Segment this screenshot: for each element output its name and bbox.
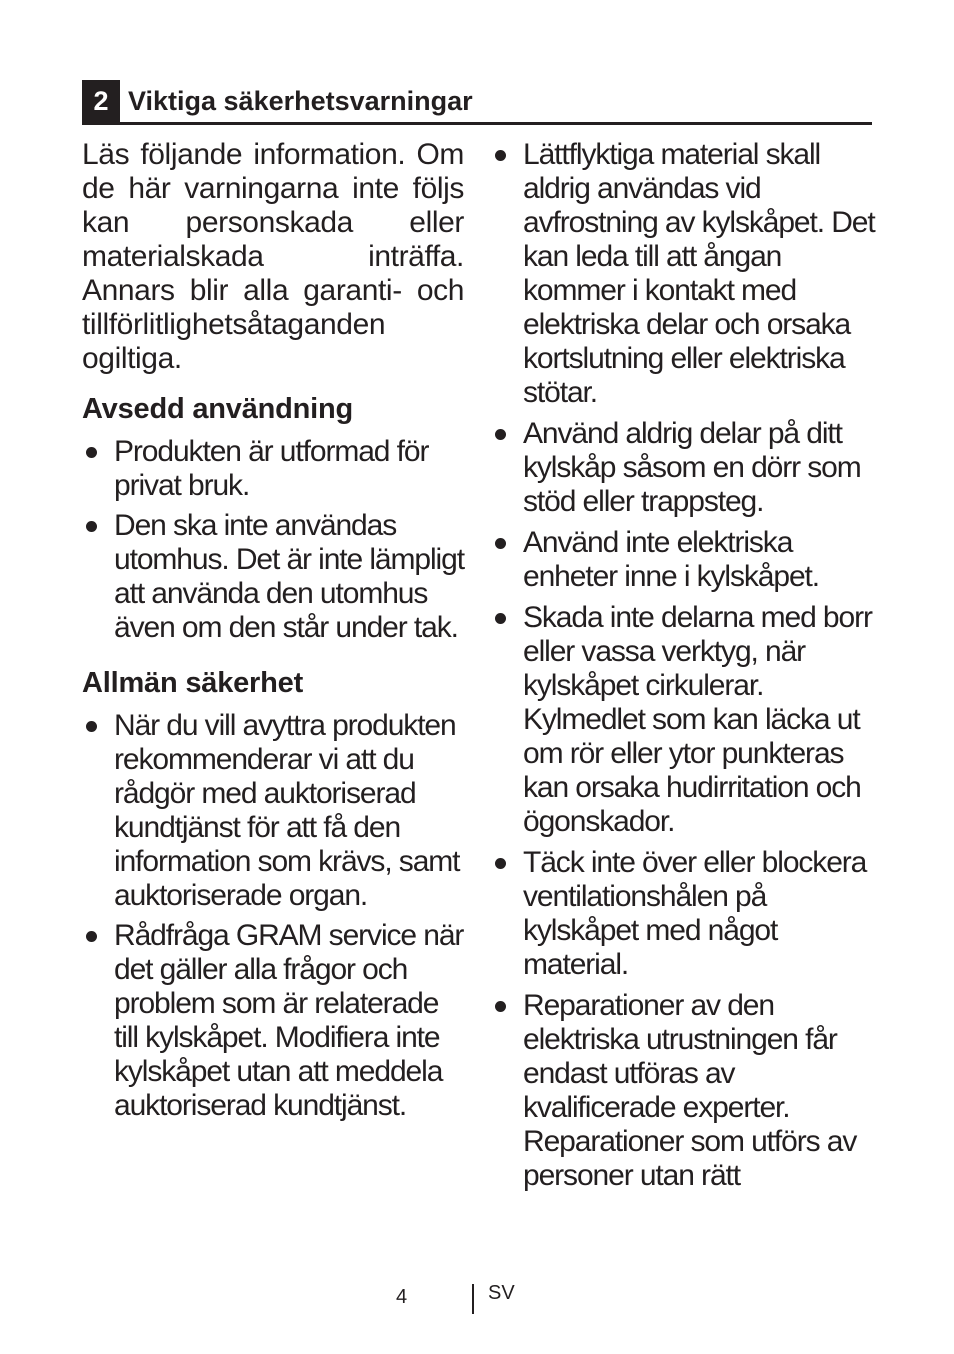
list-item: [491, 138, 876, 410]
bullet-icon: [86, 721, 97, 732]
bullet-icon: [495, 538, 506, 549]
section-header: [82, 80, 872, 125]
general-safety-list: [82, 709, 464, 1123]
list-item: [82, 509, 464, 645]
list-item-text: Skada inte delarna med borr eller vassa verktyg, när kylskåpet cirkulerar. Kylmedlet som kan läcka ut om rör eller ytor punkteras kan orsaka hudirritation och ögonskador.: [523, 601, 872, 838]
list-item: [491, 989, 876, 1193]
list-item-text: Använd inte elektriska enheter inne i kylskåpet.: [523, 526, 820, 593]
general-safety-list-continued: [491, 138, 876, 1193]
list-item: [82, 435, 464, 503]
bullet-icon: [86, 521, 97, 532]
bullet-icon: [495, 858, 506, 869]
bullet-icon: [495, 1001, 506, 1012]
bullet-icon: [86, 931, 97, 942]
heading-intended-use: Avsedd användning: [82, 393, 354, 425]
intro-paragraph: Läs följande information. Om de här varningarna inte följs kan personskada eller materialskada inträffa. Annars blir alla garanti- och tillförlitlighetsåtaganden ogiltiga.: [82, 138, 464, 375]
heading-general-safety: Allmän säkerhet: [82, 667, 304, 699]
list-item-text: Produkten är utformad för privat bruk.: [114, 435, 429, 502]
list-item-text: Täck inte över eller blockera ventilationshålen på kylskåpet med något material.: [523, 846, 867, 981]
bullet-icon: [495, 429, 506, 440]
list-item-text: Använd aldrig delar på ditt kylskåp såsom en dörr som stöd eller trappsteg.: [523, 417, 861, 518]
intended-use-list: [82, 435, 464, 645]
footer-divider: [472, 1284, 474, 1314]
list-item: [82, 919, 464, 1123]
list-item-text: Den ska inte användas utomhus. Det är inte lämpligt att använda den utomhus även om den står under tak.: [114, 509, 464, 644]
page-number: 4: [396, 1286, 408, 1308]
list-item: [491, 526, 876, 594]
left-column: [82, 138, 464, 1129]
list-item: [491, 417, 876, 519]
list-item: [491, 601, 876, 839]
list-item-text: När du vill avyttra produkten rekommenderar vi att du rådgör med auktoriserad kundtjänst för att få den information som krävs, samt auktoriserade organ.: [114, 709, 460, 912]
section-title: Viktiga säkerhetsvarningar: [128, 86, 473, 116]
list-item: [491, 846, 876, 982]
list-item: [82, 709, 464, 913]
section-number: 2: [82, 80, 120, 122]
language-code: SV: [488, 1282, 515, 1304]
right-column: [491, 138, 876, 1200]
bullet-icon: [495, 613, 506, 624]
list-item-text: Lättflyktiga material skall aldrig användas vid avfrostning av kylskåpet. Det kan leda till att ångan kommer i kontakt med elektriska delar och orsaka kortslutning eller elektriska stötar.: [523, 138, 875, 409]
bullet-icon: [495, 150, 506, 161]
list-item-text: Rådfråga GRAM service när det gäller alla frågor och problem som är relaterade till kylskåpet. Modifiera inte kylskåpet utan att meddela auktoriserad kundtjänst.: [114, 919, 464, 1122]
list-item-text: Reparationer av den elektriska utrustningen får endast utföras av kvalificerade experter. Reparationer som utförs av personer utan rätt: [523, 989, 857, 1192]
bullet-icon: [86, 447, 97, 458]
